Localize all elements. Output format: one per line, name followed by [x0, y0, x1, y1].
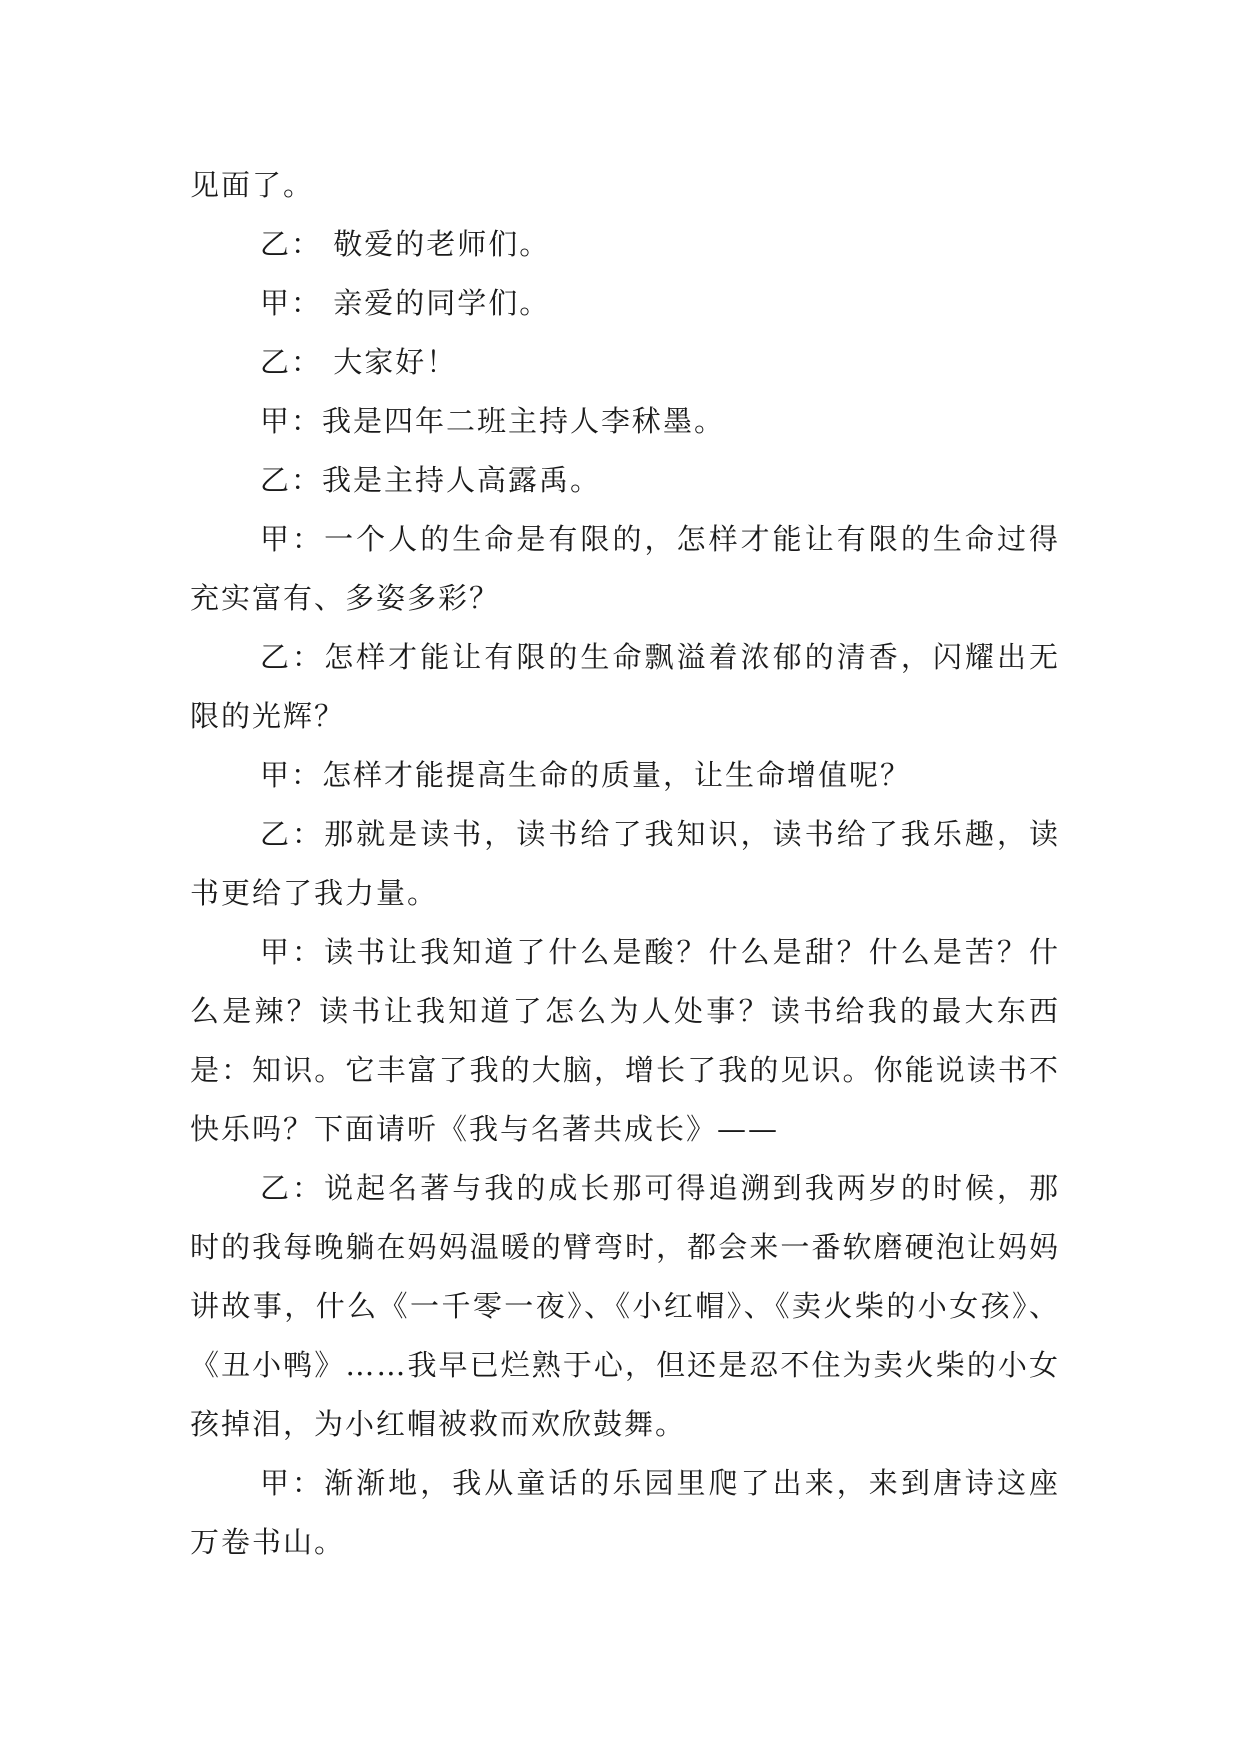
dialogue-line: 甲：一个人的生命是有限的，怎样才能让有限的生命过得充实富有、多姿多彩？: [190, 522, 1060, 615]
dialogue-line: 甲：渐渐地，我从童话的乐园里爬了出来，来到唐诗这座万卷书山。: [190, 1466, 1060, 1559]
paragraph-continuation: 见面了。: [190, 168, 315, 202]
dialogue-line: 甲： 亲爱的同学们。: [260, 286, 551, 320]
dialogue-line: 甲：读书让我知道了什么是酸？什么是甜？什么是苦？什么是辣？读书让我知道了怎么为人处事？读书给我的最大东西是：知识。它丰富了我的大脑，增长了我的见识。你能说读书不快乐吗？下面请听《我与名著共成长》——: [190, 935, 1060, 1146]
dialogue-line: 乙： 敬爱的老师们。: [260, 227, 551, 261]
dialogue-line: 乙：我是主持人高露禹。: [260, 463, 602, 497]
dialogue-line: 乙： 大家好！: [260, 345, 458, 379]
dialogue-line: 甲：我是四年二班主持人李秫墨。: [260, 404, 726, 438]
document-body: [190, 156, 1060, 1572]
dialogue-line: 乙：怎样才能让有限的生命飘溢着浓郁的清香，闪耀出无限的光辉？: [190, 640, 1060, 733]
dialogue-line: 乙：那就是读书，读书给了我知识，读书给了我乐趣，读书更给了我力量。: [190, 817, 1060, 910]
dialogue-line: 乙：说起名著与我的成长那可得追溯到我两岁的时候，那时的我每晚躺在妈妈温暖的臂弯时，都会来一番软磨硬泡让妈妈讲故事，什么《一千零一夜》、《小红帽》、《卖火柴的小女孩》、《丑小鸭》……我早已烂熟于心，但还是忍不住为卖火柴的小女孩掉泪，为小红帽被救而欢欣鼓舞。: [190, 1171, 1060, 1441]
dialogue-line: 甲：怎样才能提高生命的质量，让生命增值呢？: [260, 758, 912, 792]
